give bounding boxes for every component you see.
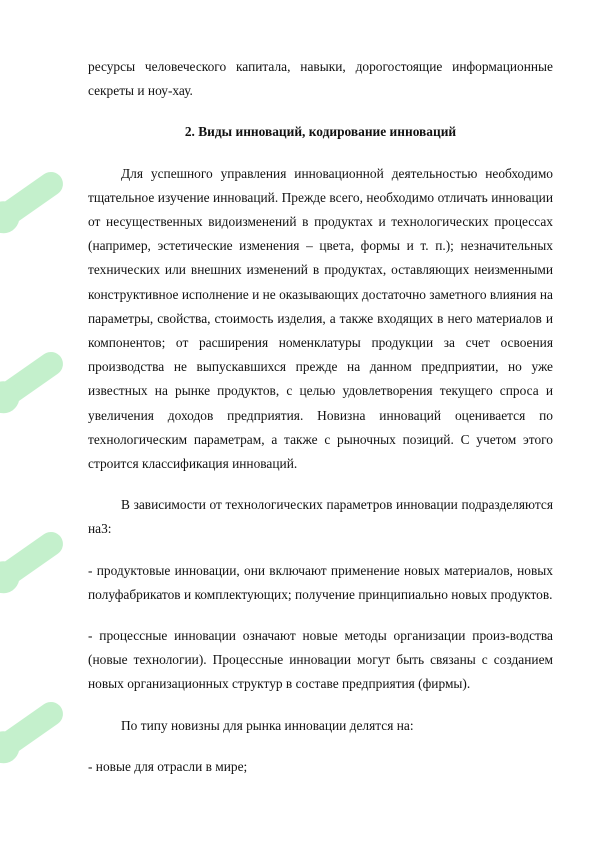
list-item-new-for-industry: - новые для отрасли в мире; (88, 758, 248, 774)
list-item-product-innovations: - продуктовые инновации, они включают применение новых материалов, новых полуфабрикатов и комплектующих; получение принципиально новых продуктов. (88, 562, 553, 602)
document-body (88, 55, 553, 779)
list-item-process-innovations: - процессные инновации означают новые методы организации произ-водства (новые технологии). Процессные инновации могут быть связаны с созданием новых организационных структур в составе предприятия (фирмы). (88, 628, 553, 692)
section-heading: 2. Виды инноваций, кодирование инноваций (184, 124, 457, 140)
paragraph-novelty-type: По типу новизны для рынка инновации делятся на: (121, 717, 414, 733)
paragraph-tech-parameters: В зависимости от технологических параметров инновации подразделяются на3: (88, 497, 553, 537)
paragraph-innovation-management: Для успешного управления инновационной деятельностью необходимо тщательное изучение инноваций. Прежде всего, необходимо отличать инновации от несущественных видоизменений в продуктах и технологических процессах (например, эстетические изменения – цвета, формы и т. п.); незначительных технических или внешних изменений в продуктах, оставляющих неизменными конструктивное исполнение и не оказывающих достаточно заметного влияния на параметры, свойства, стоимость изделия, а также входящих в него материалов и компонентов; от расширения номенклатуры продукции за счет освоения производства не выпускавшихся прежде на данном предприятии, но уже известных на рынке продуктов, с целью удовлетворения текущего спроса и увеличения доходов предприятия. Новизна инноваций оценивается по технологическим параметрам, а также с рыночных позиций. С учетом этого строится классификация инноваций. (88, 165, 553, 472)
paragraph-continuation: ресурсы человеческого капитала, навыки, дорогостоящие информационные секреты и ноу-хау. (88, 59, 553, 99)
